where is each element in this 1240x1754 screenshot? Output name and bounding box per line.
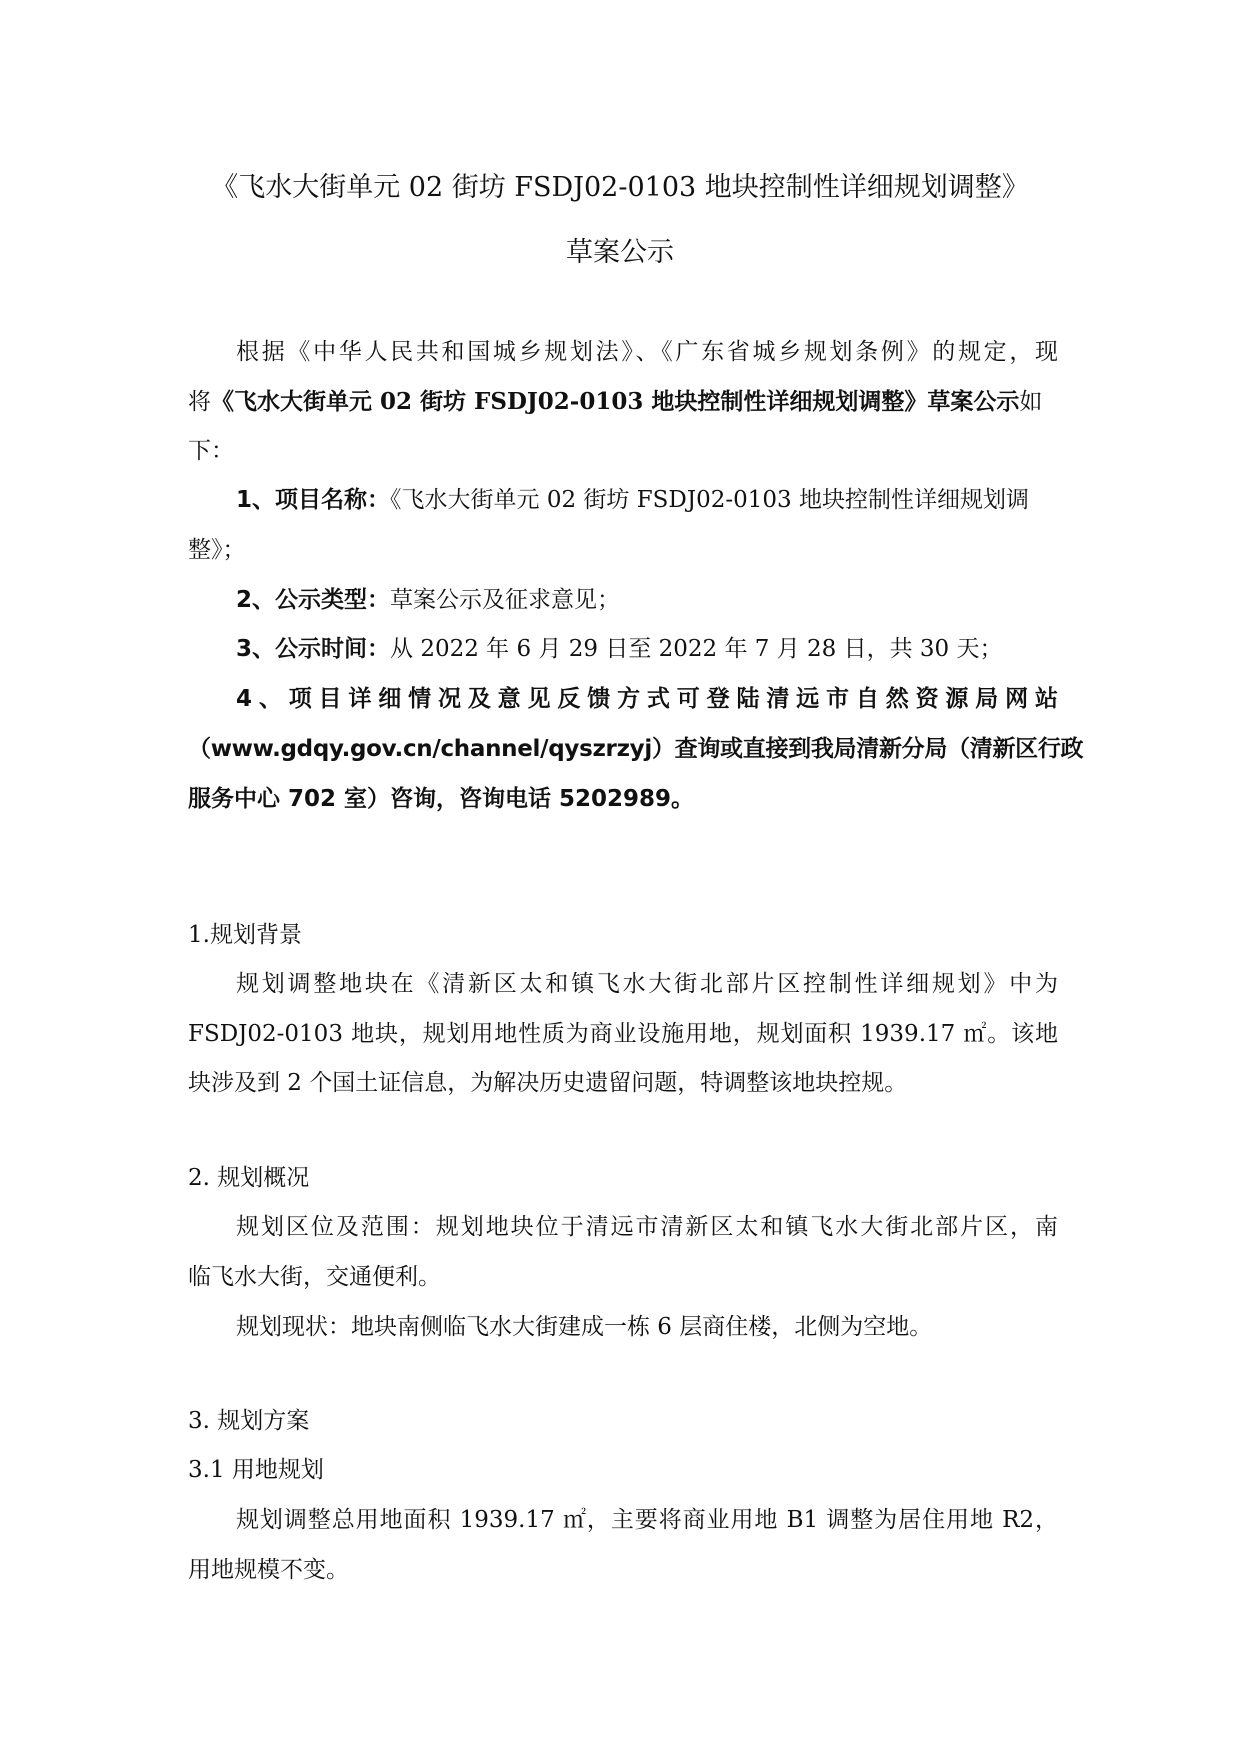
section-2-line-2: 临飞水大街，交通便利。 <box>188 1264 441 1290</box>
section-1-line-3: 块涉及到 2 个国土证信息，为解决历史遗留问题，特调整该地块控规。 <box>188 1070 908 1096</box>
item-1 <box>236 485 1029 515</box>
intro-prefix: 将 <box>188 389 211 415</box>
section-1-line-2: FSDJ02-0103 地块，规划用地性质为商业设施用地，规划面积 1939.17 ㎡。该地 <box>188 1021 1058 1047</box>
item-4-line-1: 4、项目详细情况及意见反馈方式可登陆清远市自然资源局网站 <box>236 686 1058 712</box>
item-2-text: 草案公示及征求意见； <box>390 587 621 613</box>
section-3-1-heading: 3.1 用地规划 <box>188 1457 324 1483</box>
item-2 <box>236 585 620 615</box>
item-1-text: 《飞水大街单元 02 街坊 FSDJ02-0103 地块控制性详细规划调 <box>390 487 1029 513</box>
section-3-line-1: 规划调整总用地面积 1939.17 ㎡，主要将商业用地 B1 调整为居住用地 R2， <box>236 1507 1058 1533</box>
item-1-continuation: 整》； <box>188 537 246 563</box>
item-3 <box>236 634 1003 664</box>
intro-line-2 <box>188 387 1042 417</box>
item-2-label: 2、公示类型： <box>236 587 391 613</box>
document-title: 《飞水大街单元 02 街坊 FSDJ02-0103 地块控制性详细规划调整》 <box>211 172 1029 203</box>
intro-line-3: 下： <box>188 438 234 464</box>
item-3-text: 从 2022 年 6 月 29 日至 2022 年 7 月 28 日，共 30 天； <box>390 636 1003 662</box>
section-2-heading: 2. 规划概况 <box>188 1165 310 1191</box>
intro-suffix: 如 <box>1019 389 1043 415</box>
item-4-line-3: 服务中心 702 室）咨询，咨询电话 5202989。 <box>188 786 695 812</box>
section-1-heading: 1.规划背景 <box>188 922 302 948</box>
intro-project-name: 《飞水大街单元 02 街坊 FSDJ02-0103 地块控制性详细规划调整》草案公示 <box>211 388 1020 415</box>
section-2-line-1: 规划区位及范围：规划地块位于清远市清新区太和镇飞水大街北部片区，南 <box>236 1214 1058 1240</box>
item-4-line-2: （www.gdqy.gov.cn/channel/qyszrzyj）查询或直接到我局清新分局（清新区行政 <box>188 736 1084 762</box>
intro-line-1: 根据《中华人民共和国城乡规划法》、《广东省城乡规划条例》的规定，现 <box>236 339 1058 365</box>
section-1-line-1: 规划调整地块在《清新区太和镇飞水大街北部片区控制性详细规划》中为 <box>236 971 1058 997</box>
document-subtitle: 草案公示 <box>566 237 674 268</box>
section-3-line-2: 用地规模不变。 <box>188 1557 349 1583</box>
section-3-heading: 3. 规划方案 <box>188 1408 310 1434</box>
section-2-line-3: 规划现状：地块南侧临飞水大街建成一栋 6 层商住楼，北侧为空地。 <box>236 1314 933 1340</box>
item-1-label: 1、项目名称： <box>236 487 391 513</box>
item-3-label: 3、公示时间： <box>236 636 391 662</box>
